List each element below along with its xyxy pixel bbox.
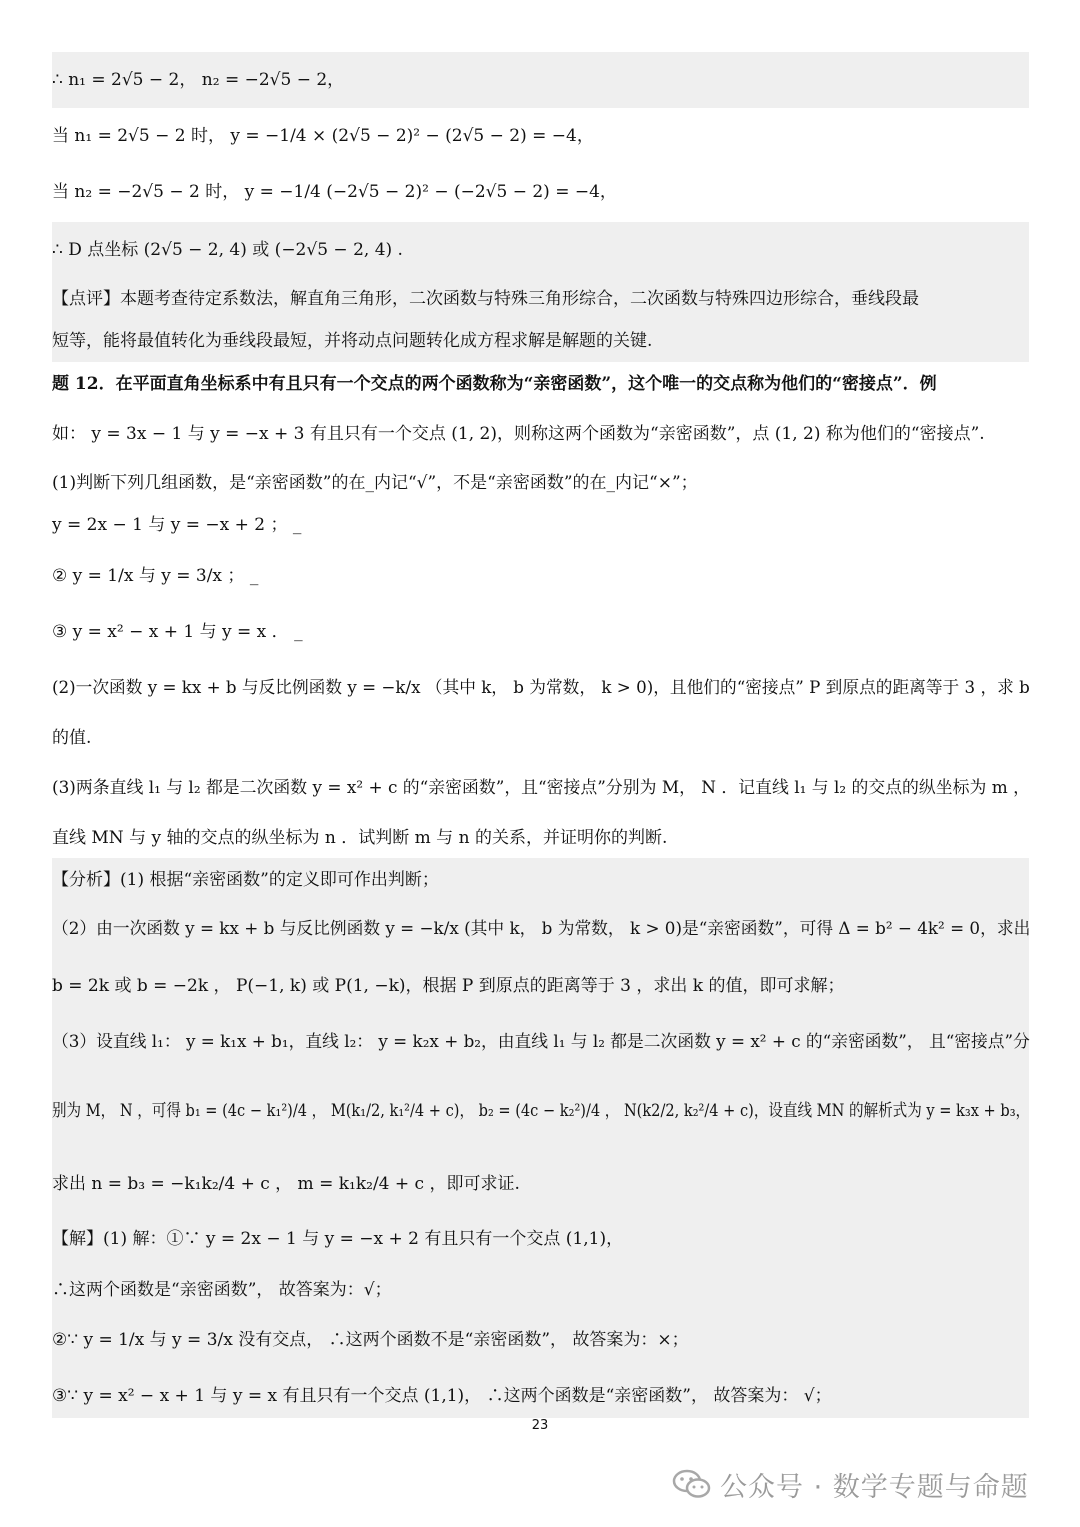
question-item: ③ y = x² − x + 1 与 y = x ． _ [52, 622, 303, 642]
question-part-2: 的值. [52, 728, 92, 748]
text-line: 当 n₁ = 2√5 − 2 时， y = −1/4 × (2√5 − 2)² − (2√5 − 2) = −4， [52, 126, 594, 146]
page-number: 23 [531, 1418, 549, 1433]
analysis-line: b = 2k 或 b = −2k ， P(−1, k) 或 P(1, −k)，根据 P 到原点的距离等于 3 ，求出 k 的值，即可求解； [52, 976, 845, 996]
comment-line: 短等，能将最值转化为垂线段最短，并将动点问题转化成方程求解是解题的关键. [52, 331, 653, 351]
text-line: ∴ D 点坐标 (2√5 − 2, 4) 或 (−2√5 − 2, 4) . [52, 240, 403, 260]
solution-line: 【解】(1) 解：①∵ y = 2x − 1 与 y = −x + 2 有且只有一个交点 (1,1)， [52, 1229, 624, 1249]
question-item: ② y = 1/x 与 y = 3/x ； _ [52, 566, 259, 586]
question-item: y = 2x − 1 与 y = −x + 2 ； _ [52, 515, 302, 535]
solution-line: ③∵ y = x² − x + 1 与 y = x 有且只有一个交点 (1,1)， ∴这两个函数是“亲密函数”， 故答案为： √； [52, 1386, 832, 1406]
question-part-3: 直线 MN 与 y 轴的交点的纵坐标为 n ．试判断 m 与 n 的关系，并证明你的判断. [52, 828, 668, 848]
wechat-icon [672, 1468, 712, 1500]
question-part-2: (2)一次函数 y = kx + b 与反比例函数 y = −k/x （其中 k， b 为常数， k > 0)，且他们的“密接点” P 到原点的距离等于 3 ，求 b [52, 678, 1030, 698]
question-line: 题 12．在平面直角坐标系中有且只有一个交点的两个函数称为“亲密函数”，这个唯一的交点称为他们的“密接点”．例 [52, 374, 937, 394]
text-line: 当 n₂ = −2√5 − 2 时， y = −1/4 (−2√5 − 2)² − (−2√5 − 2) = −4， [52, 182, 617, 202]
watermark-text: 公众号 · 数学专题与命题 [720, 1471, 1029, 1503]
analysis-line: （2）由一次函数 y = kx + b 与反比例函数 y = −k/x (其中 k， b 为常数， k > 0)是“亲密函数”，可得 Δ = b² − 4k² = 0，求出 [52, 919, 1031, 939]
text-line: ∴ n₁ = 2√5 − 2， n₂ = −2√5 − 2， [52, 70, 345, 90]
question-line: 如： y = 3x − 1 与 y = −x + 3 有且只有一个交点 (1, 2)，则称这两个函数为“亲密函数”，点 (1, 2) 称为他们的“密接点”. [52, 424, 985, 444]
watermark [672, 1462, 1029, 1506]
solution-line: ②∵ y = 1/x 与 y = 3/x 没有交点， ∴这两个函数不是“亲密函数”， 故答案为：×； [52, 1330, 689, 1350]
question-part-3: (3)两条直线 l₁ 与 l₂ 都是二次函数 y = x² + c 的“亲密函数”，且“密接点”分别为 M， N ．记直线 l₁ 与 l₂ 的交点的纵坐标为 m ， [52, 778, 1030, 798]
comment-line: 【点评】本题考查待定系数法，解直角三角形，二次函数与特殊三角形综合，二次函数与特殊四边形综合，垂线段最 [52, 289, 919, 309]
analysis-line: 【分析】(1) 根据“亲密函数”的定义即可作出判断； [52, 870, 439, 890]
solution-line: ∴这两个函数是“亲密函数”， 故答案为：√； [52, 1280, 392, 1300]
analysis-line: 求出 n = b₃ = −k₁k₂/4 + c ， m = k₁k₂/4 + c ，即可求证. [52, 1174, 520, 1194]
question-part-1: (1)判断下列几组函数，是“亲密函数”的在_内记“√”，不是“亲密函数”的在_内记“×”； [52, 473, 698, 493]
analysis-line: （3）设直线 l₁： y = k₁x + b₁，直线 l₂： y = k₂x + b₂，由直线 l₁ 与 l₂ 都是二次函数 y = x² + c 的“亲密函数”， 且“密接点”分 [52, 1032, 1030, 1052]
analysis-line: 别为 M， N ，可得 b₁ = (4c − k₁²)/4 ， M(k₁/2, k₁²/4 + c)， b₂ = (4c − k₂²)/4 ， N(k2/2, k₂²/4 + c)，设直线 MN 的解析式为 y = k₃x + b₃， [52, 1101, 1031, 1121]
